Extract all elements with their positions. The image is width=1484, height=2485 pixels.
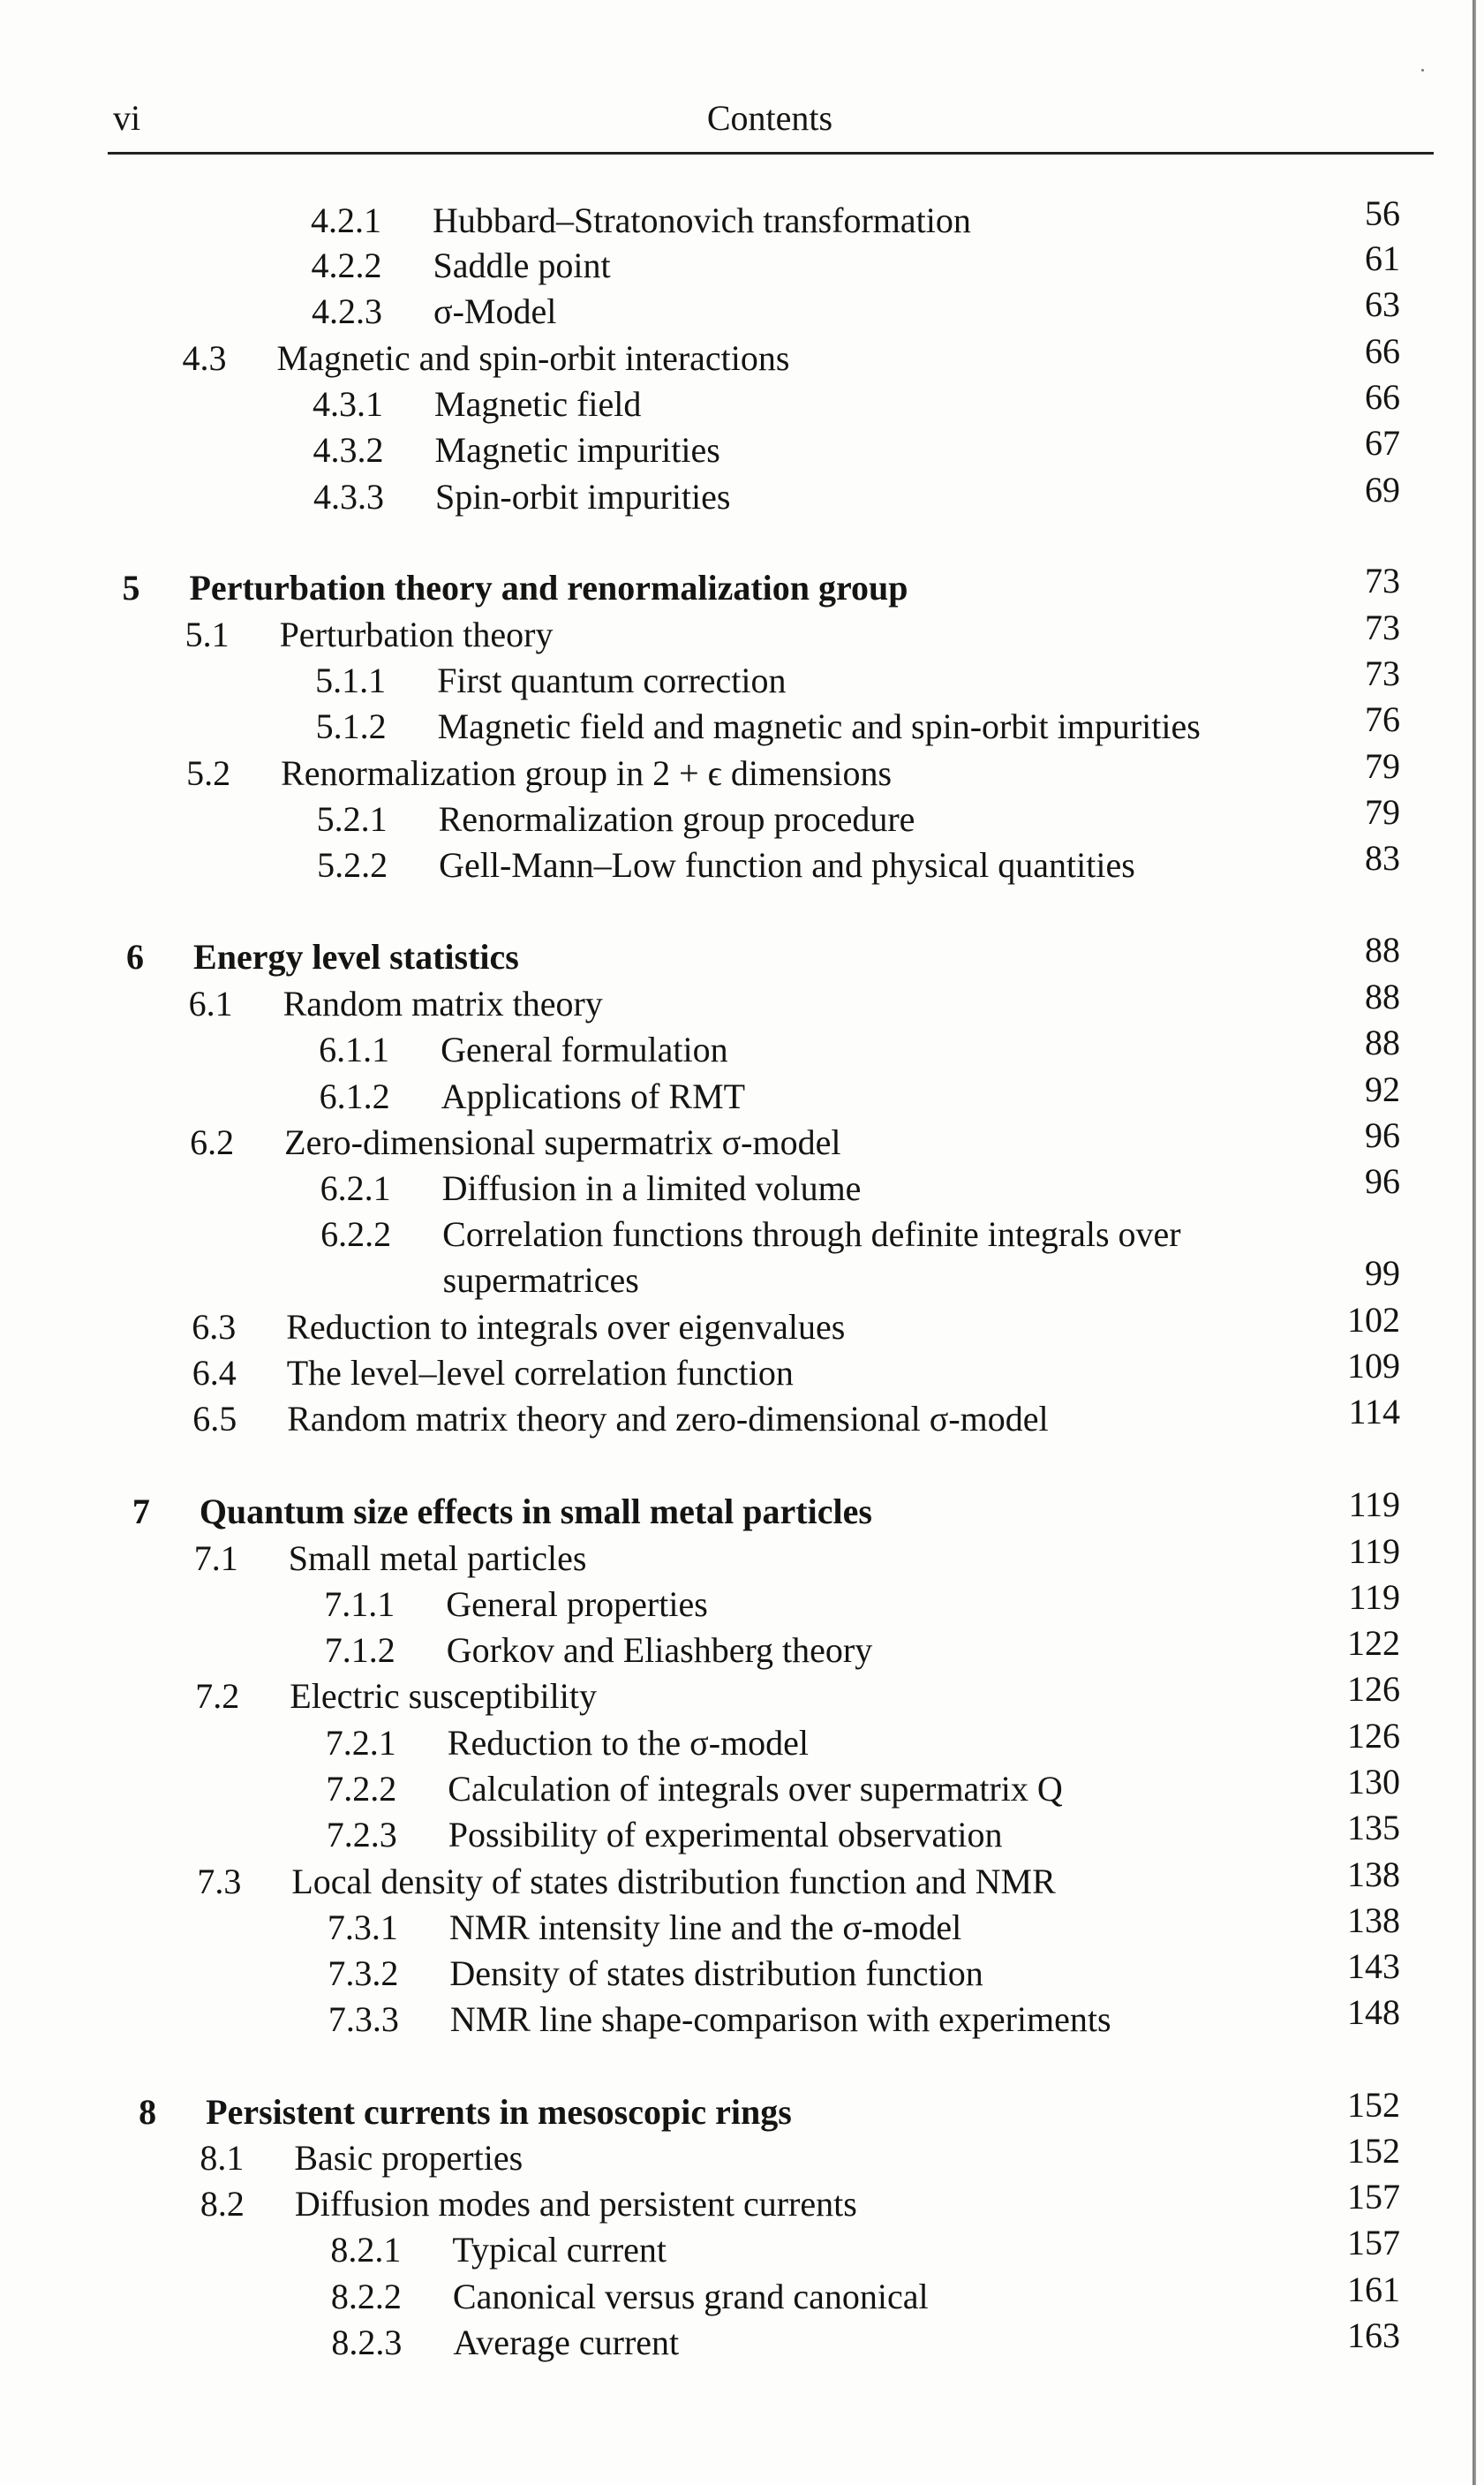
toc-entry-subsection [0, 2223, 1484, 2273]
toc-entry-subsection [0, 838, 1484, 888]
toc-entry-number: 8.2 [200, 2184, 245, 2224]
toc-entry-section [0, 1392, 1484, 1442]
toc-entry-number: 6.1 [188, 984, 233, 1023]
toc-entry-section [0, 2131, 1484, 2181]
toc-entry-number: 6.3 [192, 1307, 237, 1347]
running-title: Contents [706, 98, 833, 138]
toc-entry-page: 63 [1365, 284, 1400, 324]
toc-entry-title: Diffusion in a limited volume [441, 1168, 862, 1208]
toc-entry-title: Zero-dimensional supermatrix σ-model [284, 1122, 841, 1162]
toc-entry-title: Average current [453, 2323, 680, 2362]
toc-entry-page: 130 [1347, 1762, 1400, 1801]
toc-entry-title: Magnetic impurities [434, 430, 720, 470]
toc-entry-chapter [0, 930, 1484, 980]
toc-entry-number: 4.2.3 [312, 291, 382, 331]
toc-entry-title: Local density of states distribution function and NMR [291, 1862, 1056, 1901]
toc-entry-title: Magnetic and spin-orbit interactions [276, 338, 790, 378]
toc-entry-title: Spin-orbit impurities [435, 477, 731, 517]
toc-entry-number: 7.1.1 [324, 1584, 395, 1624]
toc-entry-section [0, 608, 1484, 658]
toc-entry-subsection [0, 1992, 1484, 2043]
toc-entry-number: 5.1 [185, 615, 230, 654]
toc-entry-number: 7.2.3 [326, 1815, 397, 1854]
toc-entry-title: Persistent currents in mesoscopic rings [206, 2092, 792, 2132]
toc-entry-subsection [0, 377, 1484, 427]
toc-entry-page: 56 [1365, 193, 1400, 233]
toc-entry-subsection [0, 470, 1484, 520]
toc-entry-number: 5.1.1 [315, 661, 387, 700]
toc-entry-subsection [0, 1808, 1484, 1858]
toc-entry-page: 96 [1365, 1161, 1400, 1201]
toc-entry-page: 66 [1365, 331, 1400, 371]
toc-entry-page: 88 [1365, 930, 1400, 970]
toc-entry-section [0, 1115, 1484, 1166]
toc-entry-title: Calculation of integrals over supermatrix Q [448, 1769, 1063, 1809]
toc-entry-page: 61 [1365, 238, 1400, 278]
toc-entry-chapter [0, 2085, 1484, 2135]
toc-entry-page: 76 [1365, 699, 1400, 739]
toc-entry-number: 6.2 [190, 1122, 235, 1162]
toc-entry-number: 4.3.3 [313, 477, 385, 517]
toc-entry-title: Quantum size effects in small metal particles [199, 1492, 872, 1531]
toc-entry-page: 122 [1347, 1623, 1400, 1663]
toc-entry-number: 7.2.1 [325, 1723, 396, 1763]
toc-entry-section [0, 1300, 1484, 1350]
toc-entry-subsection [0, 2270, 1484, 2320]
toc-entry-title: Gorkov and Eliashberg theory [446, 1630, 873, 1670]
toc-entry-number: 7.3.3 [328, 1999, 399, 2039]
toc-entry-subsection [0, 1212, 1484, 1258]
toc-entry-chapter [0, 1484, 1484, 1535]
toc-entry-page: 96 [1365, 1115, 1400, 1155]
toc-entry-page: 157 [1347, 2223, 1400, 2262]
toc-entry-continuation [0, 1253, 1484, 1303]
toc-entry-section [0, 331, 1484, 381]
toc-entry-title: Perturbation theory and renormalization group [189, 568, 908, 608]
toc-entry-subsection [0, 1716, 1484, 1766]
toc-entry-title: Energy level statistics [193, 937, 519, 977]
toc-entry-number: 8.2.3 [331, 2323, 403, 2362]
toc-entry-number: 7.3 [197, 1862, 242, 1901]
toc-entry-title: Gell-Mann–Low function and physical quantities [439, 845, 1135, 885]
toc-entry-page: 143 [1347, 1946, 1400, 1986]
toc-entry-page: 126 [1347, 1669, 1400, 1709]
toc-entry-section [0, 1531, 1484, 1582]
toc-entry-page: 119 [1348, 1484, 1400, 1524]
toc-entry-title: Reduction to integrals over eigenvalues [286, 1307, 846, 1347]
toc-entry-title: Basic properties [294, 2138, 524, 2178]
toc-entry-page: 92 [1365, 1069, 1400, 1109]
toc-entry-title: Electric susceptibility [290, 1676, 597, 1716]
toc-entry-title: Typical current [452, 2230, 667, 2270]
toc-entry-page: 79 [1365, 792, 1400, 832]
toc-entry-title: Canonical versus grand canonical [452, 2277, 929, 2316]
toc-entry-page: 152 [1347, 2085, 1400, 2125]
toc-entry-number: 6.5 [192, 1399, 237, 1439]
toc-entry-page: 83 [1365, 838, 1400, 878]
toc-entry-title: The level–level correlation function [286, 1353, 794, 1393]
toc-entry-subsection [0, 653, 1484, 704]
toc-entry-number: 8.2.2 [330, 2277, 402, 2316]
toc-entry-page: 148 [1347, 1992, 1400, 2032]
toc-entry-page: 135 [1347, 1808, 1400, 1847]
toc-entry-page: 161 [1347, 2270, 1400, 2309]
toc-entry-page: 102 [1347, 1300, 1400, 1340]
toc-entry-number: 4.2.1 [311, 200, 381, 240]
toc-entry-section [0, 1346, 1484, 1396]
toc-entry-subsection [0, 1023, 1484, 1073]
toc-entry-title: Magnetic field [434, 384, 642, 424]
toc-entry-subsection [0, 238, 1484, 289]
toc-entry-number: 7 [132, 1492, 150, 1531]
toc-entry-title: General formulation [441, 1030, 728, 1069]
toc-entry-number: 7.1 [193, 1538, 238, 1578]
toc-entry-number: 7.3.2 [328, 1953, 399, 1993]
toc-entry-page: 73 [1365, 653, 1400, 693]
toc-entry-section [0, 1669, 1484, 1719]
toc-entry-number: 8.1 [200, 2138, 245, 2178]
toc-entry-subsection [0, 1577, 1484, 1628]
toc-entry-title: Random matrix theory [282, 984, 603, 1023]
toc-entry-subsection [0, 1623, 1484, 1673]
toc-entry-subsection [0, 699, 1484, 750]
toc-entry-page: 99 [1365, 1253, 1400, 1293]
toc-entry-number: 4.3 [182, 338, 227, 378]
toc-entry-title: Magnetic field and magnetic and spin-orbit impurities [437, 706, 1201, 746]
toc-entry-subsection [0, 1900, 1484, 1951]
toc-entry-number: 5.2.1 [316, 799, 388, 839]
toc-entry-number: 5.2.2 [317, 845, 388, 885]
toc-entry-page: 73 [1365, 561, 1400, 600]
toc-entry-chapter [0, 561, 1484, 611]
toc-entry-page: 119 [1348, 1531, 1400, 1571]
page-folio: vi [113, 98, 141, 138]
toc-entry-title: Hubbard–Stratonovich transformation [433, 200, 971, 240]
toc-entry-number: 4.3.2 [313, 430, 384, 470]
toc-entry-number: 5.1.2 [315, 706, 387, 746]
toc-entry-number: 5.2 [186, 753, 231, 793]
toc-entry-title: Reduction to the σ-model [447, 1723, 810, 1763]
toc-entry-page: 138 [1347, 1900, 1400, 1940]
toc-entry-title: Density of states distribution function [449, 1953, 983, 1993]
toc-entry-subsection [0, 1946, 1484, 1997]
toc-entry-number: 7.1.2 [324, 1630, 395, 1670]
toc-entry-page: 109 [1347, 1346, 1400, 1386]
toc-entry-number: 7.2 [195, 1676, 240, 1716]
toc-entry-number: 6.4 [192, 1353, 237, 1393]
toc-entry-page: 69 [1365, 470, 1400, 510]
toc-entry-title: Applications of RMT [441, 1076, 746, 1116]
toc-entry-number: 7.2.2 [326, 1769, 397, 1809]
toc-entry-page: 138 [1347, 1854, 1400, 1894]
toc-entry-number: 4.3.1 [313, 384, 384, 424]
toc-entry-title: NMR intensity line and the σ-model [448, 1907, 962, 1947]
toc-entry-title: NMR line shape-comparison with experiments [449, 1999, 1111, 2039]
toc-entry-subsection [0, 2315, 1484, 2366]
toc-entry-page: 66 [1365, 377, 1400, 417]
toc-entry-subsection [0, 193, 1484, 244]
toc-entry-subsection [0, 792, 1484, 842]
toc-entry-section [0, 2177, 1484, 2227]
toc-entry-page: 114 [1348, 1392, 1400, 1431]
toc-entry-number: 8 [139, 2092, 157, 2132]
toc-entry-subsection [0, 1069, 1484, 1120]
toc-entry-title: General properties [446, 1584, 708, 1624]
toc-entry-page: 67 [1365, 423, 1400, 463]
toc-entry-subsection [0, 1161, 1484, 1212]
toc-entry-title: Random matrix theory and zero-dimensional σ-model [287, 1399, 1049, 1439]
toc-entry-section [0, 977, 1484, 1027]
toc-entry-subsection [0, 284, 1484, 335]
toc-entry-title: Possibility of experimental observation [448, 1815, 1003, 1854]
toc-entry-subsection [0, 423, 1484, 473]
toc-entry-number: 5 [122, 568, 140, 608]
toc-entry-page: 119 [1348, 1577, 1400, 1617]
toc-entry-title: Perturbation theory [279, 615, 554, 654]
toc-entry-title: First quantum correction [437, 661, 787, 700]
toc-entry-section [0, 746, 1484, 797]
toc-entry-title: Small metal particles [288, 1538, 587, 1578]
toc-entry-title: Renormalization group procedure [438, 799, 915, 839]
toc-entry-number: 6.1.2 [319, 1076, 390, 1116]
toc-entry-subsection [0, 1762, 1484, 1812]
toc-entry-page: 157 [1347, 2177, 1400, 2217]
toc-entry-page: 88 [1365, 1023, 1400, 1062]
toc-entry-number: 8.2.1 [330, 2230, 402, 2270]
toc-entry-page: 79 [1365, 746, 1400, 786]
toc-entry-title: Renormalization group in 2 + ϵ dimensions [281, 753, 893, 793]
toc-entry-title: Correlation functions through definite integrals over [442, 1214, 1181, 1254]
toc-entry-number: 6 [126, 937, 145, 977]
toc-entry-title: Diffusion modes and persistent currents [294, 2184, 857, 2224]
toc-entry-title: σ-Model [433, 291, 557, 331]
toc-entry-number: 4.2.2 [311, 245, 382, 285]
toc-entry-page: 163 [1347, 2315, 1400, 2355]
toc-entry-number: 6.2.2 [320, 1214, 392, 1254]
toc-entry-page: 126 [1347, 1716, 1400, 1756]
toc-entry-number: 6.2.1 [320, 1168, 391, 1208]
toc-entry-section [0, 1854, 1484, 1905]
toc-entry-title: Saddle point [433, 245, 611, 285]
toc-entry-page: 73 [1365, 608, 1400, 647]
toc-entry-page: 152 [1347, 2131, 1400, 2171]
toc-entry-page: 88 [1365, 977, 1400, 1016]
toc-entry-number: 6.1.1 [319, 1030, 390, 1069]
toc-entry-title: supermatrices [442, 1260, 639, 1300]
toc-entry-number: 7.3.1 [327, 1907, 398, 1947]
